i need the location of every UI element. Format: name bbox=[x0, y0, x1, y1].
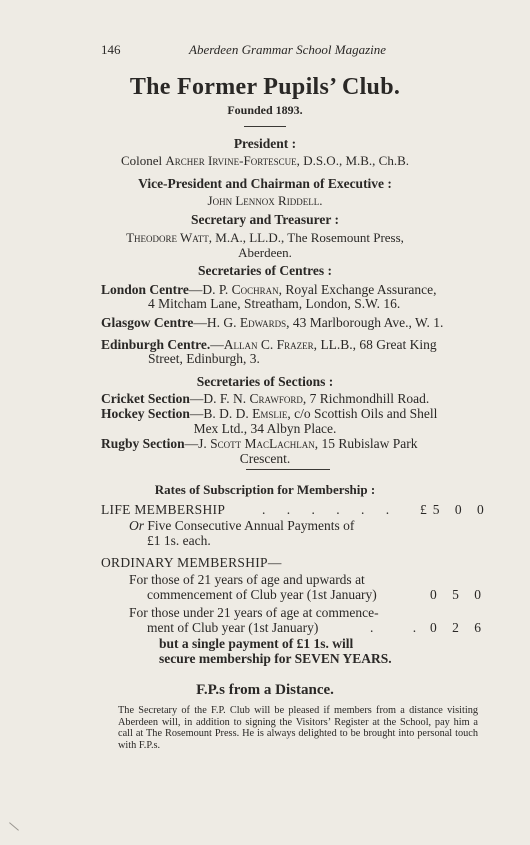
life-membership-amount: £5 0 0 bbox=[420, 502, 490, 517]
page-mark bbox=[9, 822, 19, 830]
hockey-address-2: Mex Ltd., 34 Albyn Place. bbox=[193, 421, 337, 436]
over-21-line-2: commencement of Club year (1st January) bbox=[147, 587, 377, 602]
rugby-dash: —J. bbox=[184, 436, 207, 451]
page-title: The Former Pupils’ Club. bbox=[129, 74, 401, 100]
hockey-section-line bbox=[101, 406, 437, 422]
glasgow-secretary-name: Edwards, bbox=[239, 315, 290, 330]
rugby-address-1: 15 Rubislaw Park bbox=[321, 436, 418, 451]
installment-text: Five Consecutive Annual Payments of bbox=[147, 518, 355, 533]
edinburgh-secretary-initial: C. bbox=[260, 337, 274, 352]
london-address-1: Royal Exchange Assurance, bbox=[285, 282, 437, 297]
cricket-section-line bbox=[101, 391, 429, 407]
title-divider bbox=[244, 126, 286, 127]
life-installment-line-1 bbox=[129, 518, 354, 534]
edinburgh-dash: — bbox=[210, 337, 224, 352]
president-heading: President : bbox=[233, 136, 297, 151]
secretary-line-1 bbox=[0, 230, 530, 246]
london-centre-label: London Centre bbox=[101, 282, 189, 297]
president-line bbox=[0, 153, 530, 169]
cricket-address: 7 Richmondhill Road. bbox=[309, 391, 430, 406]
under-21-line-2: ment of Club year (1st January) bbox=[147, 620, 319, 635]
secretary-line-2: Aberdeen. bbox=[238, 245, 292, 260]
edinburgh-address-1: LL.B., 68 Great King bbox=[320, 337, 437, 352]
london-secretary-name: Cochran, bbox=[231, 282, 283, 297]
sections-heading: Secretaries of Sections : bbox=[196, 374, 334, 389]
edinburgh-secretary-first: Allan bbox=[223, 337, 258, 352]
president-name: Archer Irvine-Fortescue, bbox=[165, 153, 300, 168]
rugby-section-label: Rugby Section bbox=[101, 436, 185, 451]
rugby-section-line bbox=[101, 436, 418, 452]
hockey-secretary-name: Emslie, bbox=[252, 406, 291, 421]
president-qualifications: D.S.O., M.B., Ch.B. bbox=[303, 153, 410, 168]
rugby-secretary-name: Scott MacLachlan, bbox=[210, 436, 319, 451]
distance-paragraph: The Secretary of the F.P. Club will be pleased if members from a distance visiting Aberdeen will, in addition to signing the Visitors’ Register at the School, pay him a call at The Rosemount Press. He is always delighted to be brought into personal touch with F.P.s. bbox=[118, 705, 478, 751]
life-membership-label: LIFE MEMBERSHIP bbox=[101, 502, 226, 517]
cricket-dash: —D. F. N. bbox=[189, 391, 247, 406]
under-21-amount: 0 2 6 bbox=[430, 620, 487, 635]
edinburgh-secretary-surname: Frazer, bbox=[276, 337, 318, 352]
page-number: 146 bbox=[101, 42, 121, 57]
hockey-address-1: c/o Scottish Oils and Shell bbox=[294, 406, 438, 421]
over-21-line-1: For those of 21 years of age and upwards at bbox=[129, 572, 365, 587]
under-21-dots: . . bbox=[370, 620, 435, 635]
founded-line: Founded 1893. bbox=[227, 103, 303, 117]
cricket-section-label: Cricket Section bbox=[101, 391, 190, 406]
life-installment-line-2: £1 1s. each. bbox=[147, 533, 211, 548]
centres-heading: Secretaries of Centres : bbox=[197, 263, 333, 278]
secretary-name: Theodore Watt, bbox=[126, 230, 213, 245]
vice-president-heading: Vice-President and Chairman of Executive : bbox=[138, 176, 392, 191]
glasgow-centre-line bbox=[101, 315, 443, 331]
under-21-line-1: For those under 21 years of age at commence- bbox=[129, 605, 379, 620]
single-payment-line-2: secure membership for SEVEN YEARS. bbox=[159, 651, 392, 666]
glasgow-address: 43 Marlborough Ave., W. 1. bbox=[292, 315, 444, 330]
vice-president-name: John Lennox Riddell. bbox=[207, 193, 323, 208]
hockey-dash: —B. D. D. bbox=[189, 406, 249, 421]
edinburgh-address-2: Street, Edinburgh, 3. bbox=[148, 351, 260, 366]
ordinary-membership-label: ORDINARY MEMBERSHIP— bbox=[101, 555, 282, 570]
president-prefix: Colonel bbox=[120, 153, 163, 168]
glasgow-dash: —H. G. bbox=[193, 315, 237, 330]
rates-heading: Rates of Subscription for Membership : bbox=[154, 482, 376, 497]
secretary-address-1: M.A., LL.D., The Rosemount Press, bbox=[215, 230, 404, 245]
glasgow-centre-label: Glasgow Centre bbox=[101, 315, 194, 330]
secretary-heading: Secretary and Treasurer : bbox=[190, 212, 340, 227]
life-membership-dots: . . . . . . bbox=[262, 502, 399, 517]
single-payment-line-1: but a single payment of £1 1s. will bbox=[159, 636, 354, 651]
distance-heading: F.P.s from a Distance. bbox=[196, 682, 334, 698]
hockey-section-label: Hockey Section bbox=[101, 406, 190, 421]
london-address-2: 4 Mitcham Lane, Streatham, London, S.W. 16. bbox=[148, 296, 401, 311]
rugby-address-2: Crescent. bbox=[239, 451, 291, 466]
running-title: Aberdeen Grammar School Magazine bbox=[189, 42, 387, 57]
london-dash: —D. P. bbox=[188, 282, 229, 297]
cricket-secretary-name: Crawford, bbox=[249, 391, 307, 406]
sections-divider bbox=[246, 469, 330, 470]
over-21-amount: 0 5 0 bbox=[430, 587, 487, 602]
edinburgh-centre-label: Edinburgh Centre. bbox=[101, 337, 211, 352]
or-label: Or bbox=[129, 518, 145, 533]
